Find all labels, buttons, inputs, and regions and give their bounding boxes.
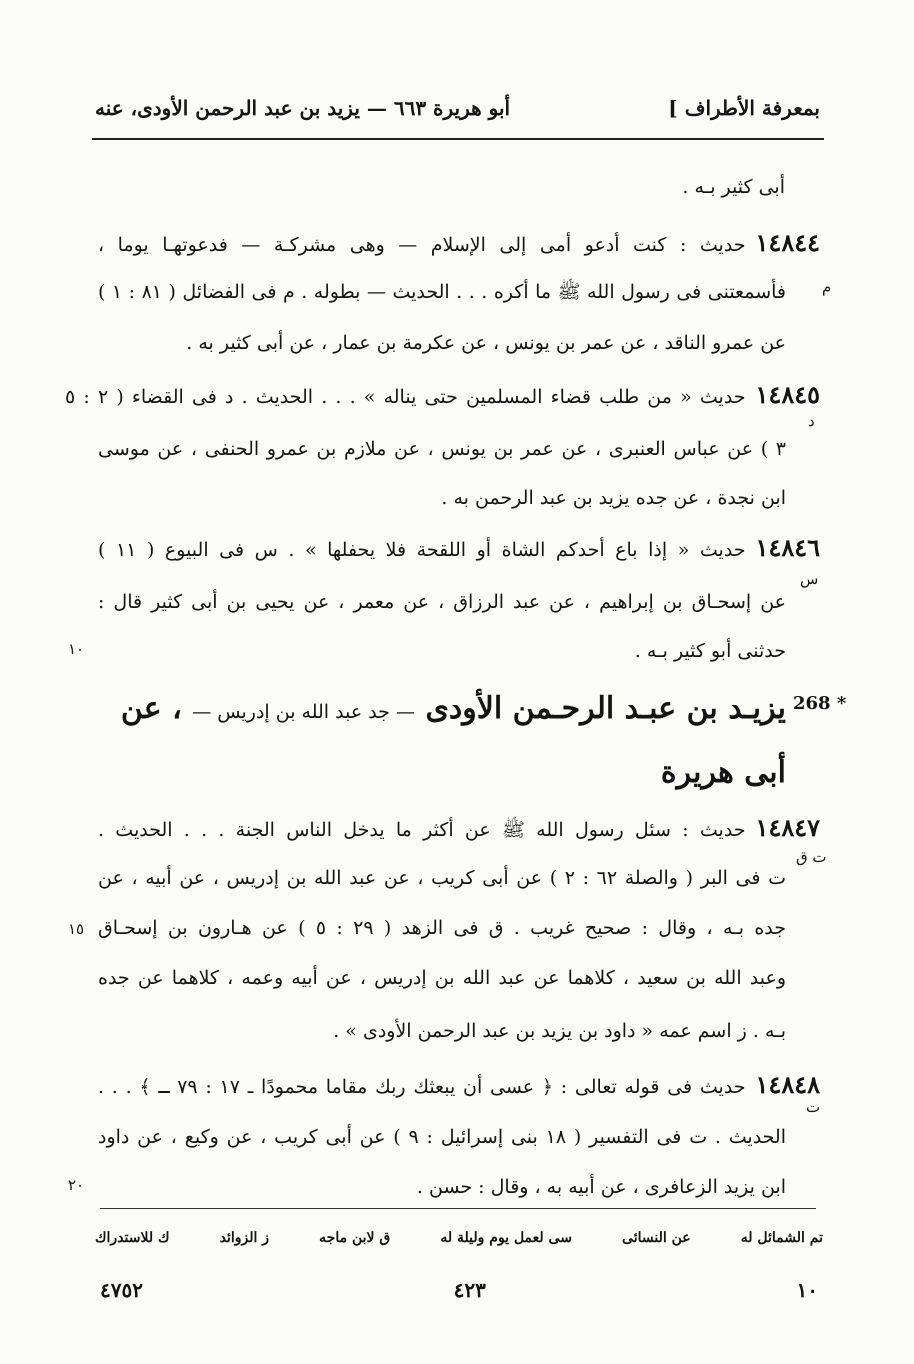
entry-text: حديث : سئل رسول الله ﷺ عن أكثر ما يدخل الناس الجنة . . . الحديث .	[98, 819, 746, 841]
entry-text: حديث : كنت أدعو أمى إلى الإسلام — وهى مشركـة — فدعوتهـا يوما ،	[98, 234, 746, 256]
entry-14847-line-5: بـه . ز اسم عمه « داود بن يزيد بن عبد الرحمن الأودى » .	[333, 1020, 786, 1042]
section-heading-line-2: أبى هريرة	[660, 755, 786, 790]
footer-abbr-item: ك للاستدراك	[95, 1230, 170, 1246]
section-heading-name: يزيـد بن عبـد الرحـمن الأودى	[425, 691, 786, 726]
footer-abbr-item: ق لابن ماجه	[319, 1230, 391, 1246]
entry-14844-line-3: عن عمرو الناقد ، عن عمر بن يونس ، عن عكرمة بن عمار ، عن أبى كثير به .	[186, 332, 786, 354]
header-section-title: أبو هريرة ٦٦٣ — يزيد بن عبد الرحمن الأودى، عنه	[95, 96, 511, 120]
line-number: ٢٠	[68, 1176, 85, 1194]
entry-14845-line-1	[65, 380, 820, 410]
entry-number: ١٤٨٤٧	[755, 813, 820, 842]
margin-siglum: د	[808, 412, 815, 430]
margin-siglum: ت	[806, 1098, 821, 1116]
entry-number: ١٤٨٤٦	[755, 533, 820, 562]
entry-14846-line-2: عن إسحـاق بن إبراهيم ، عن عبد الرزاق ، عن معمر ، عن يحيى بن أبى كثير قال :	[98, 591, 786, 613]
footer-abbreviations	[95, 1230, 823, 1246]
margin-siglum: ت ق	[796, 848, 827, 866]
entry-14845-line-3: ابن نجدة ، عن جده يزيد بن عبد الرحمن به .	[441, 487, 786, 509]
footer-abbr-item: عن النسائى	[622, 1230, 691, 1246]
header-book-title: بمعرفة الأطراف ]	[668, 96, 820, 120]
entry-text: حديث فى قوله تعالى : ﴿ عسى أن يبعثك ربك مقاما محمودًا ـ ١٧ : ٧٩ ـ ﴾ . . .	[98, 1076, 746, 1098]
entry-14846-line-3: حدثنى أبو كثير بـه .	[634, 640, 786, 662]
entry-text: حديث « من طلب قضاء المسلمين حتى يناله » . . . الحديث . د فى القضاء ( ٢ : ٥	[65, 386, 746, 408]
entry-14846-line-1	[98, 533, 820, 563]
entry-number: ١٤٨٤٨	[755, 1070, 820, 1099]
section-heading-note: — جد عبد الله بن إدريس —	[192, 701, 415, 723]
footer-abbr-item: ز الزوائد	[219, 1230, 270, 1246]
margin-siglum: س	[800, 570, 819, 588]
footer-volume-number: ١٠	[796, 1278, 818, 1302]
header-rule	[92, 138, 824, 140]
entry-14845-line-2: ٣ ) عن عباس العنبرى ، عن عمر بن يونس ، عن ملازم بن عمرو الحنفى ، عن موسى	[98, 438, 786, 460]
footer-page-numbers	[100, 1278, 818, 1302]
entry-14847-line-2: ت فى البر ( والصلة ٦٢ : ٢ ) عن أبى كريب ، عن عبد الله بن إدريس ، عن أبيه ، عن	[98, 867, 786, 889]
entry-14847-line-1	[98, 813, 820, 843]
footer-total-number: ٤٧٥٢	[100, 1278, 143, 1302]
running-header	[95, 88, 820, 128]
entry-text: حديث « إذا باع أحدكم الشاة أو اللقحة فلا يحفلها » . س فى البيوع ( ١١ )	[98, 539, 746, 561]
section-heading-line-1	[98, 688, 786, 733]
footer-abbr-item: تم الشمائل له	[740, 1230, 823, 1246]
entry-14844-line-1	[98, 228, 820, 258]
line-number: ١٠	[68, 640, 85, 658]
continuation-line: أبى كثير بـه .	[682, 176, 785, 198]
entry-14848-line-2: الحديث . ت فى التفسير ( ١٨ بنى إسرائيل : ٩ ) عن أبى كريب ، عن وكيع ، عن داود	[98, 1126, 786, 1148]
entry-14848-line-3: ابن يزيد الزعافرى ، عن أبيه به ، وقال : حسن .	[416, 1176, 786, 1198]
entry-14844-line-2: فأسمعتنى فى رسول الله ﷺ ما أكره . . . الحديث — بطوله . م فى الفضائل ( ٨١ : ١ )	[98, 281, 786, 303]
entry-14847-line-4: وعبد الله بن سعيد ، كلاهما عن عبد الله بن إدريس ، عن أبيه وعمه ، كلاهما عن جده	[98, 967, 786, 989]
line-number: ١٥	[68, 920, 85, 938]
footer-page-number: ٤٢٣	[453, 1278, 486, 1302]
entry-14847-line-3: جده بـه ، وقال : صحيح غريب . ق فى الزهد ( ٢٩ : ٥ ) عن هـارون بن إسحـاق	[98, 917, 786, 939]
section-number: 268 *	[793, 693, 847, 714]
entry-number: ١٤٨٤٥	[755, 380, 820, 409]
entry-number: ١٤٨٤٤	[755, 228, 820, 257]
entry-14848-line-1	[98, 1070, 820, 1100]
section-heading-end: ، عن	[120, 691, 182, 726]
margin-siglum: م	[822, 278, 832, 296]
footer-abbr-item: سى لعمل يوم وليلة له	[440, 1230, 572, 1246]
footer-rule	[100, 1208, 816, 1209]
